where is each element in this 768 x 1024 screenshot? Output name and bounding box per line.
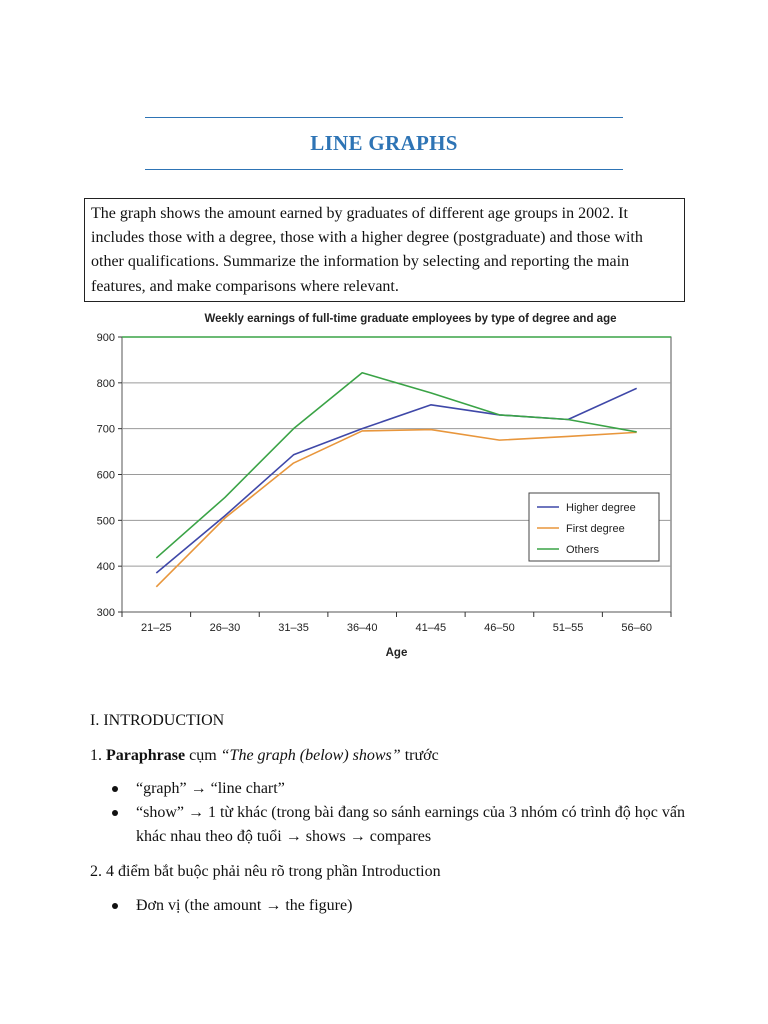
y-tick-label: 400 <box>96 561 115 574</box>
y-tick-label: 300 <box>96 607 115 619</box>
legend-label: Others <box>566 544 600 556</box>
list-item-text: Đơn vị (the amount → the figure) <box>136 897 353 914</box>
legend-label: First degree <box>566 523 625 535</box>
item-1-quote: “The graph (below) shows” <box>220 747 401 764</box>
item-1-paraphrase <box>90 744 690 768</box>
chart-legend <box>529 493 659 561</box>
intro-points-bullet-list <box>90 894 690 918</box>
title-rule-bottom <box>145 169 623 170</box>
list-item-text: “graph” → “line chart” <box>136 780 285 797</box>
bullet-icon <box>112 810 118 816</box>
item-1-number: 1. <box>90 747 106 764</box>
y-tick-label: 900 <box>96 332 115 344</box>
x-tick-label: 41–45 <box>415 622 447 634</box>
list-item <box>90 801 690 849</box>
y-tick-label: 800 <box>96 377 115 390</box>
intro-heading: I. INTRODUCTION <box>90 712 225 729</box>
x-axis-label: Age <box>385 647 408 659</box>
y-tick-label: 700 <box>96 423 115 436</box>
x-tick-label: 31–35 <box>278 622 309 634</box>
item-1-bold: Paraphrase <box>106 747 186 764</box>
chart-title: Weekly earnings of full-time graduate employees by type of degree and age <box>204 313 617 325</box>
item-2-heading: 2. 4 điểm bắt buộc phải nêu rõ trong phần Introduction <box>90 863 441 880</box>
x-tick-label: 51–55 <box>552 622 584 634</box>
list-item <box>90 777 690 801</box>
y-tick-label: 600 <box>96 469 115 482</box>
line-chart <box>86 300 684 670</box>
item-1-tail: trước <box>400 747 439 764</box>
page-title: LINE GRAPHS <box>310 131 458 155</box>
bullet-icon <box>112 786 118 792</box>
paraphrase-bullet-list <box>90 777 690 849</box>
y-tick-label: 500 <box>96 515 115 528</box>
x-tick-label: 36–40 <box>346 622 378 634</box>
item-1-mid: cụm <box>185 747 221 764</box>
task-description-box <box>84 198 685 302</box>
x-tick-label: 21–25 <box>141 622 172 634</box>
task-text: The graph shows the amount earned by graduates of different age groups in 2002. It includes those with a degree, those with a higher degree (postgraduate) and those with other qualifications. Summarize the information by selecting and reporting the main features, and make comparisons where relevant. <box>91 205 643 295</box>
chart-svg <box>86 300 684 670</box>
x-tick-label: 26–30 <box>209 622 241 634</box>
x-tick-label: 56–60 <box>621 622 652 634</box>
legend-label: Higher degree <box>566 502 636 514</box>
list-item-text: “show” → 1 từ khác (trong bài đang so sánh earnings của 3 nhóm có trình độ học vấn khác nhau theo độ tuổi → shows → compares <box>136 804 685 845</box>
title-rule-top <box>145 117 623 118</box>
bullet-icon <box>112 903 118 909</box>
list-item <box>90 894 690 918</box>
chart-grid <box>122 337 671 612</box>
x-tick-label: 46–50 <box>484 622 515 634</box>
